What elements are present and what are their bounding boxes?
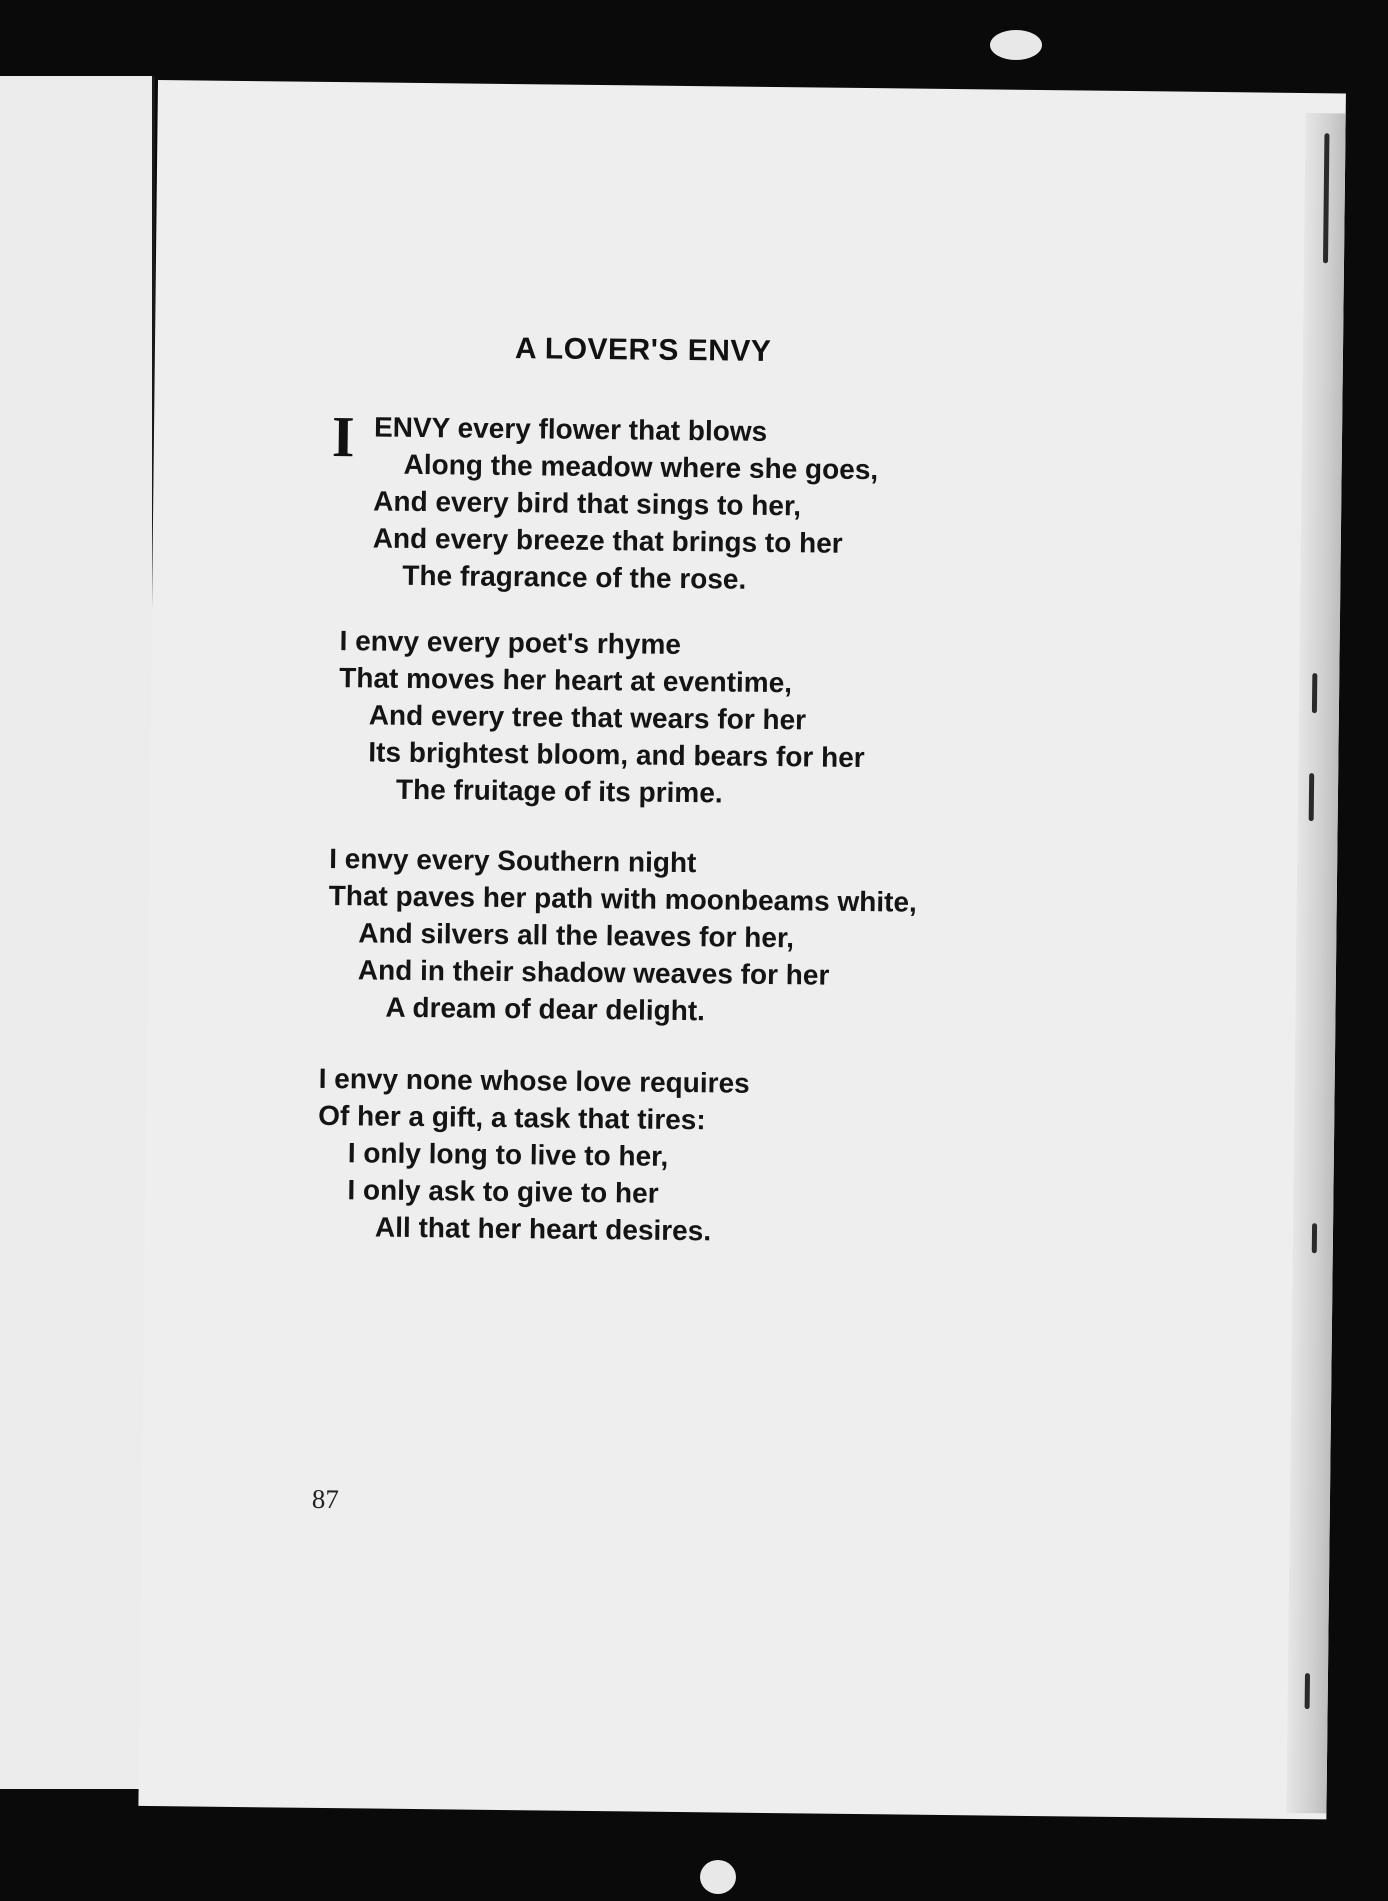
edge-shadow-mark <box>1312 673 1317 713</box>
poem-line: Along the meadow where she goes, <box>403 448 879 486</box>
poem-line: The fruitage of its prime. <box>395 773 723 809</box>
poem-line: And every bird that sings to her, <box>373 485 802 522</box>
stanza-2 <box>338 622 866 813</box>
book-page <box>138 80 1346 1819</box>
poem-line: Of her a gift, a task that tires: <box>318 1099 706 1136</box>
poem-line: I envy none whose love requires <box>318 1062 750 1099</box>
scan-artifact <box>700 1860 736 1894</box>
poem-line: And in their shadow weaves for her <box>357 954 830 991</box>
poem-line: And every breeze that brings to her <box>372 522 843 559</box>
scan-artifact <box>990 30 1042 60</box>
poem-line: And silvers all the leaves for her, <box>358 917 795 954</box>
edge-shadow-mark <box>1309 773 1315 821</box>
poem-line: Its brightest bloom, and bears for her <box>368 736 865 774</box>
left-page-edge <box>0 76 155 1789</box>
poem-line: That paves her path with moonbeams white, <box>328 879 918 918</box>
poem-line: I envy every Southern night <box>329 842 697 879</box>
poem-line: And every tree that wears for her <box>368 699 807 736</box>
poem-line: I only long to live to her, <box>347 1137 669 1172</box>
poem-line: All that her heart desires. <box>374 1211 712 1247</box>
poem-line: ENVY every flower that blows <box>373 411 768 447</box>
stanza-1 <box>331 403 879 599</box>
stanza-4 <box>317 1060 750 1250</box>
page-fore-edge <box>1286 113 1345 1813</box>
poem-line: The fragrance of the rose. <box>402 559 747 595</box>
stanza-3 <box>327 840 917 1032</box>
drop-cap: I <box>331 403 355 470</box>
poem-line: I envy every poet's rhyme <box>339 625 682 660</box>
edge-shadow-mark <box>1312 1223 1317 1253</box>
poem-title: A LOVER'S ENVY <box>514 332 772 368</box>
page-number: 87 <box>311 1483 340 1515</box>
edge-shadow-mark <box>1305 1673 1310 1709</box>
poem-line: A dream of dear delight. <box>385 991 706 1027</box>
poem-line: I only ask to give to her <box>347 1174 659 1209</box>
poem-line: That moves her heart at eventime, <box>339 662 793 699</box>
edge-shadow-mark <box>1323 133 1329 263</box>
